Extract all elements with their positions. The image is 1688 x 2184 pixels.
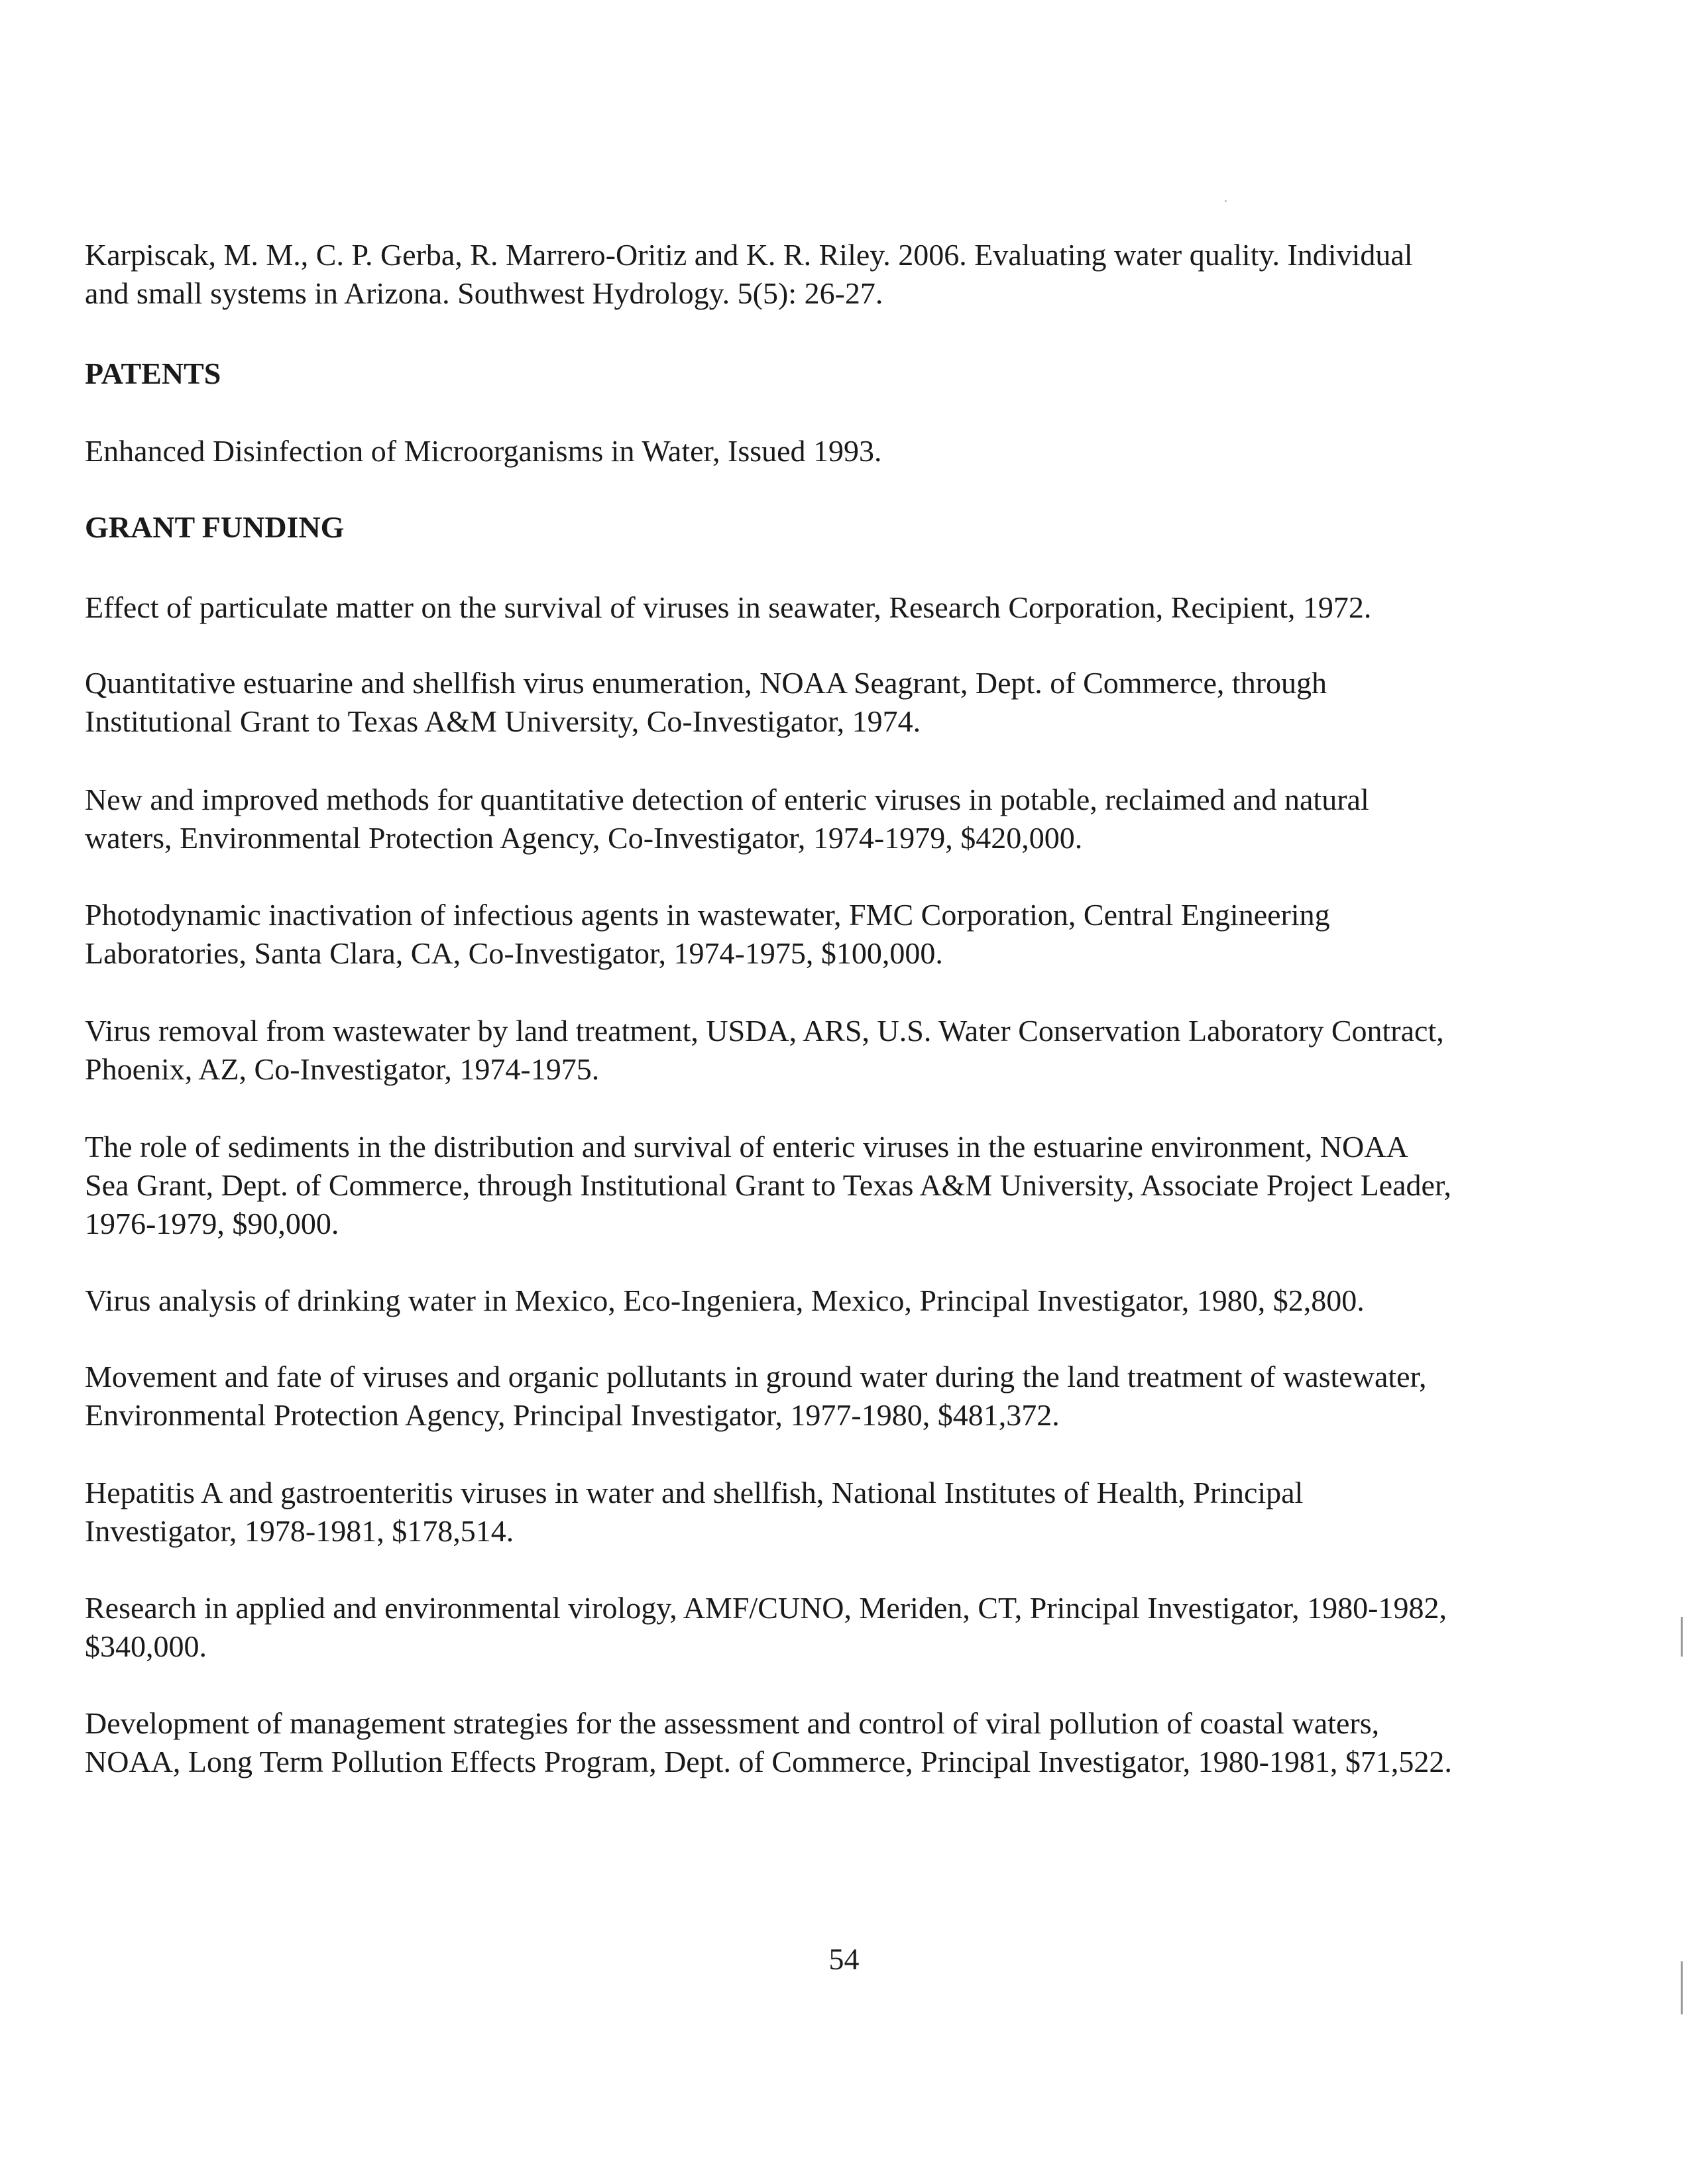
grant-line: 1976-1979, $90,000.	[85, 1207, 339, 1240]
grant-line: Development of management strategies for the assessment and control of viral pollution of coastal waters,	[85, 1706, 1380, 1740]
grant-line: Virus removal from wastewater by land treatment, USDA, ARS, U.S. Water Conservation Laboratory Contract,	[85, 1014, 1444, 1048]
grant-line: Effect of particulate matter on the survival of viruses in seawater, Research Corporation, Recipient, 1972.	[85, 590, 1372, 624]
grant-entry	[85, 896, 1589, 973]
grant-line: Investigator, 1978-1981, $178,514.	[85, 1514, 514, 1548]
citation-entry	[85, 236, 1589, 313]
grant-line: Phoenix, AZ, Co-Investigator, 1974-1975.	[85, 1052, 600, 1086]
grant-entry	[85, 664, 1589, 741]
patents-heading: PATENTS	[85, 356, 221, 390]
grant-entry	[85, 1589, 1589, 1666]
grant-entry	[85, 1474, 1589, 1551]
grant-line: Quantitative estuarine and shellfish virus enumeration, NOAA Seagrant, Dept. of Commerce, through	[85, 666, 1327, 700]
grant-entry	[85, 1128, 1589, 1243]
grant-line: New and improved methods for quantitative detection of enteric viruses in potable, reclaimed and natural	[85, 783, 1369, 816]
grant-entry	[85, 1704, 1589, 1781]
grant-line: NOAA, Long Term Pollution Effects Program, Dept. of Commerce, Principal Investigator, 1980-1981, $71,522.	[85, 1745, 1452, 1778]
grant-entry	[85, 1358, 1589, 1435]
grant-funding-heading: GRANT FUNDING	[85, 510, 345, 544]
grant-line: Environmental Protection Agency, Principal Investigator, 1977-1980, $481,372.	[85, 1398, 1060, 1432]
scan-edge-mark	[1681, 1617, 1683, 1657]
grant-entry	[85, 781, 1589, 857]
grant-line: Hepatitis A and gastroenteritis viruses in water and shellfish, National Institutes of Health, Principal	[85, 1476, 1304, 1509]
scan-speck	[1225, 200, 1227, 202]
patent-line: Enhanced Disinfection of Microorganisms in Water, Issued 1993.	[85, 434, 882, 468]
grant-line: Movement and fate of viruses and organic pollutants in ground water during the land treatment of wastewater,	[85, 1360, 1427, 1393]
patent-entry	[85, 432, 1589, 470]
grant-line: Laboratories, Santa Clara, CA, Co-Investigator, 1974-1975, $100,000.	[85, 936, 943, 970]
grant-line: Sea Grant, Dept. of Commerce, through Institutional Grant to Texas A&M University, Associate Project Leader,	[85, 1168, 1451, 1202]
grant-entry	[85, 588, 1589, 627]
grant-entry	[85, 1012, 1589, 1089]
grant-line: The role of sediments in the distribution and survival of enteric viruses in the estuarine environment, NOAA	[85, 1130, 1408, 1164]
grant-line: Institutional Grant to Texas A&M University, Co-Investigator, 1974.	[85, 704, 921, 738]
page-number: 54	[828, 1942, 860, 1976]
citation-line: and small systems in Arizona. Southwest Hydrology. 5(5): 26-27.	[85, 276, 883, 310]
grant-line: Virus analysis of drinking water in Mexico, Eco-Ingeniera, Mexico, Principal Investigator, 1980, $2,800.	[85, 1283, 1365, 1317]
grant-line: $340,000.	[85, 1629, 207, 1663]
grant-line: Photodynamic inactivation of infectious agents in wastewater, FMC Corporation, Central Engineering	[85, 898, 1330, 932]
grant-line: waters, Environmental Protection Agency, Co-Investigator, 1974-1979, $420,000.	[85, 821, 1083, 855]
grant-line: Research in applied and environmental virology, AMF/CUNO, Meriden, CT, Principal Investigator, 1980-1982,	[85, 1591, 1447, 1625]
citation-line: Karpiscak, M. M., C. P. Gerba, R. Marrero-Oritiz and K. R. Riley. 2006. Evaluating water quality. Individual	[85, 238, 1413, 272]
grant-entry	[85, 1282, 1589, 1320]
